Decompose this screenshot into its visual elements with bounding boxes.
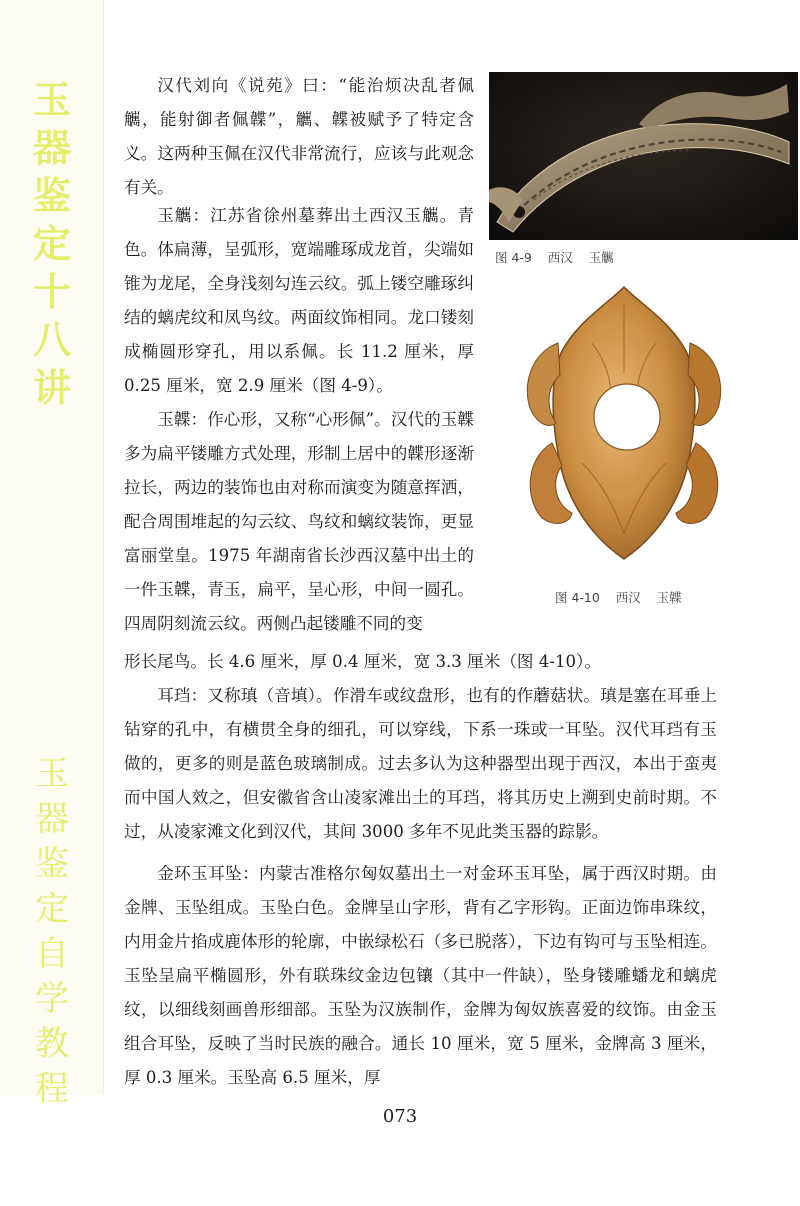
side-title-char: 自 bbox=[35, 934, 69, 974]
side-title-char: 讲 bbox=[32, 366, 71, 410]
side-title-char: 器 bbox=[32, 126, 71, 170]
side-title-char: 教 bbox=[35, 1024, 69, 1064]
side-title-char: 器 bbox=[35, 799, 69, 839]
side-title-char: 玉 bbox=[32, 78, 71, 122]
side-title-char: 十 bbox=[32, 270, 71, 314]
page-number: 073 bbox=[382, 1106, 418, 1127]
side-title-char: 学 bbox=[35, 979, 69, 1019]
side-title-char: 鉴 bbox=[35, 844, 69, 884]
side-title-char: 鉴 bbox=[32, 174, 71, 218]
side-title-top bbox=[28, 76, 76, 412]
side-title-char: 定 bbox=[32, 222, 71, 266]
side-title-char: 定 bbox=[35, 889, 69, 929]
figure-jade-she-image bbox=[512, 283, 736, 569]
paragraph-jade-she: 玉韘：作心形，又称“心形佩”。汉代的玉韘多为扁平镂雕方式处理，形制上居中的韘形逐渐拉长，两边的装饰也由对称而演变为随意挥洒，配合周围堆起的勾云纹、鸟纹和螭纹装饰，更显富丽堂皇。1975 年湖南省长沙西汉墓中出土的一件玉韘，青玉，扁平，呈心形，中间一圆孔。四周阴刻流云纹。两侧凸起镂雕不同的变 bbox=[124, 410, 474, 633]
paragraph-intro: 汉代刘向《说苑》曰：“能治烦决乱者佩觽，能射御者佩韘”，觽、韘被赋予了特定含义。这两种玉佩在汉代非常流行，应该与此观念有关。 bbox=[124, 76, 474, 197]
paragraph-jade-she-continued: 形长尾鸟。长 4.6 厘米，厚 0.4 厘米，宽 3.3 厘米（图 4-10）。 bbox=[124, 652, 601, 671]
side-title-char: 程 bbox=[35, 1069, 69, 1109]
side-title-char: 玉 bbox=[35, 754, 69, 794]
margin-divider bbox=[103, 0, 104, 1095]
paragraph-gold-jade-earring: 金环玉耳坠：内蒙古准格尔匈奴墓出土一对金环玉耳坠，属于西汉时期。由金牌、玉坠组成。玉坠白色。金牌呈山字形，背有乙字形钩。正面边饰串珠纹，内用金片掐成鹿体形的轮廓，中嵌绿松石（多已脱落），下边有钩可与玉坠相连。玉坠呈扁平椭圆形，外有联珠纹金边包镶（其中一件缺），坠身镂雕蟠龙和螭虎纹，以细线刻画兽形细部。玉坠为汉族制作，金牌为匈奴族喜爱的纹饰。由金玉组合耳坠，反映了当时民族的融合。通长 10 厘米，宽 5 厘米，金牌高 3 厘米，厚 0.3 厘米。玉坠高 6.5 厘米，厚 bbox=[124, 864, 717, 1087]
figure-jade-xi-image bbox=[489, 72, 798, 240]
figure-caption-4-10: 图 4-10 西汉 玉韘 bbox=[555, 590, 682, 605]
side-title-bottom bbox=[28, 752, 76, 1112]
figure-caption-4-9: 图 4-9 西汉 玉觽 bbox=[495, 250, 614, 265]
paragraph-erdang: 耳珰：又称瑱（音填）。作滑车或纹盘形，也有的作蘑菇状。瑱是塞在耳垂上钻穿的孔中，有横贯全身的细孔，可以穿线，下系一珠或一耳坠。汉代耳珰有玉做的，更多的则是蓝色玻璃制成。过去多认为这种器型出现于西汉，本出于蛮夷而中国人效之，但安徽省含山凌家滩出土的耳珰，将其历史上溯到史前时期。不过，从凌家滩文化到汉代，其间 3000 多年不见此类玉器的踪影。 bbox=[124, 686, 717, 841]
paragraph-jade-xi: 玉觽：江苏省徐州墓葬出土西汉玉觽。青色。体扁薄，呈弧形，宽端雕琢成龙首，尖端如锥为龙尾，全身浅刻勾连云纹。弧上镂空雕琢纠结的螭虎纹和凤鸟纹。两面纹饰相同。龙口镂刻成椭圆形穿孔，用以系佩。长 11.2 厘米，厚 0.25 厘米，宽 2.9 厘米（图 4-9）。 bbox=[124, 206, 474, 395]
side-title-char: 八 bbox=[32, 318, 71, 362]
